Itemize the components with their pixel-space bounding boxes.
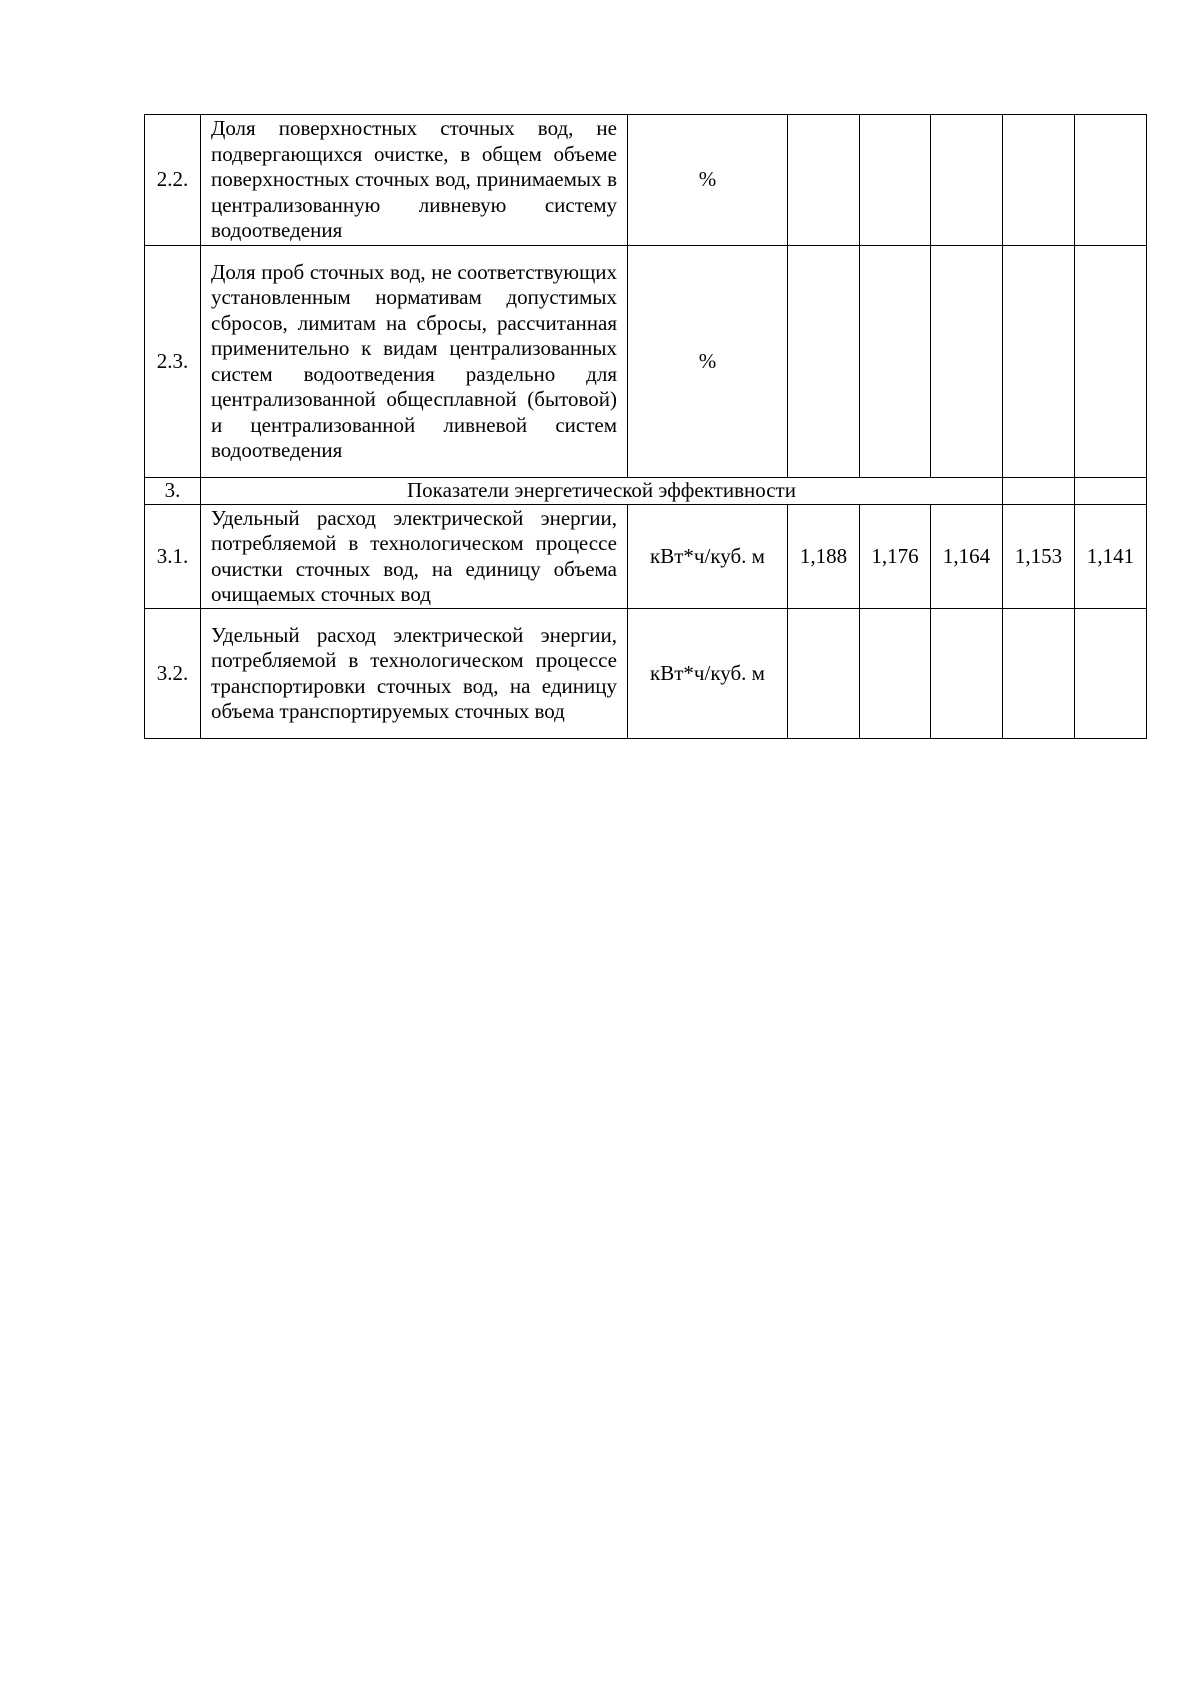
row-number: 3.2. bbox=[145, 609, 201, 739]
section-row bbox=[145, 478, 1147, 505]
value-cell bbox=[1075, 609, 1147, 739]
empty-cell bbox=[1075, 478, 1147, 505]
row-number: 2.2. bbox=[145, 115, 201, 246]
unit-cell: кВт*ч/куб. м bbox=[628, 609, 788, 739]
unit-cell: кВт*ч/куб. м bbox=[628, 505, 788, 609]
table-row bbox=[145, 246, 1147, 478]
table-row bbox=[145, 609, 1147, 739]
value-cell bbox=[931, 115, 1003, 246]
value-cell: 1,153 bbox=[1003, 505, 1075, 609]
value-cell bbox=[860, 115, 931, 246]
value-cell bbox=[931, 246, 1003, 478]
section-title: Показатели энергетической эффективности bbox=[201, 478, 1003, 505]
indicator-description: Удельный расход электрической энергии, потребляемой в технологическом процессе очистки сточных вод, на единицу объема очищаемых сточных вод bbox=[201, 505, 628, 609]
value-cell bbox=[860, 246, 931, 478]
section-number: 3. bbox=[145, 478, 201, 505]
value-cell bbox=[788, 609, 860, 739]
value-cell: 1,188 bbox=[788, 505, 860, 609]
value-cell bbox=[931, 609, 1003, 739]
value-cell bbox=[860, 609, 931, 739]
value-cell bbox=[1003, 115, 1075, 246]
value-cell bbox=[1003, 609, 1075, 739]
unit-cell: % bbox=[628, 115, 788, 246]
row-number: 2.3. bbox=[145, 246, 201, 478]
value-cell bbox=[788, 115, 860, 246]
indicator-description: Доля поверхностных сточных вод, не подвергающихся очистке, в общем объеме поверхностных сточных вод, принимаемых в централизованную ливневую систему водоотведения bbox=[201, 115, 628, 246]
table-row bbox=[145, 115, 1147, 246]
value-cell bbox=[1075, 115, 1147, 246]
table-row bbox=[145, 505, 1147, 609]
value-cell bbox=[788, 246, 860, 478]
indicator-description: Доля проб сточных вод, не соответствующих установленным нормативам допустимых сбросов, лимитам на сбросы, рассчитанная применительно к видам централизованных систем водоотведения раздельно для централизованной общесплавной (бытовой) и централизованной ливневой систем водоотведения bbox=[201, 246, 628, 478]
empty-cell bbox=[1003, 478, 1075, 505]
value-cell: 1,164 bbox=[931, 505, 1003, 609]
indicators-table bbox=[144, 114, 1147, 739]
value-cell: 1,141 bbox=[1075, 505, 1147, 609]
indicator-description: Удельный расход электрической энергии, потребляемой в технологическом процессе транспортировки сточных вод, на единицу объема транспортируемых сточных вод bbox=[201, 609, 628, 739]
value-cell bbox=[1075, 246, 1147, 478]
value-cell bbox=[1003, 246, 1075, 478]
row-number: 3.1. bbox=[145, 505, 201, 609]
unit-cell: % bbox=[628, 246, 788, 478]
value-cell: 1,176 bbox=[860, 505, 931, 609]
